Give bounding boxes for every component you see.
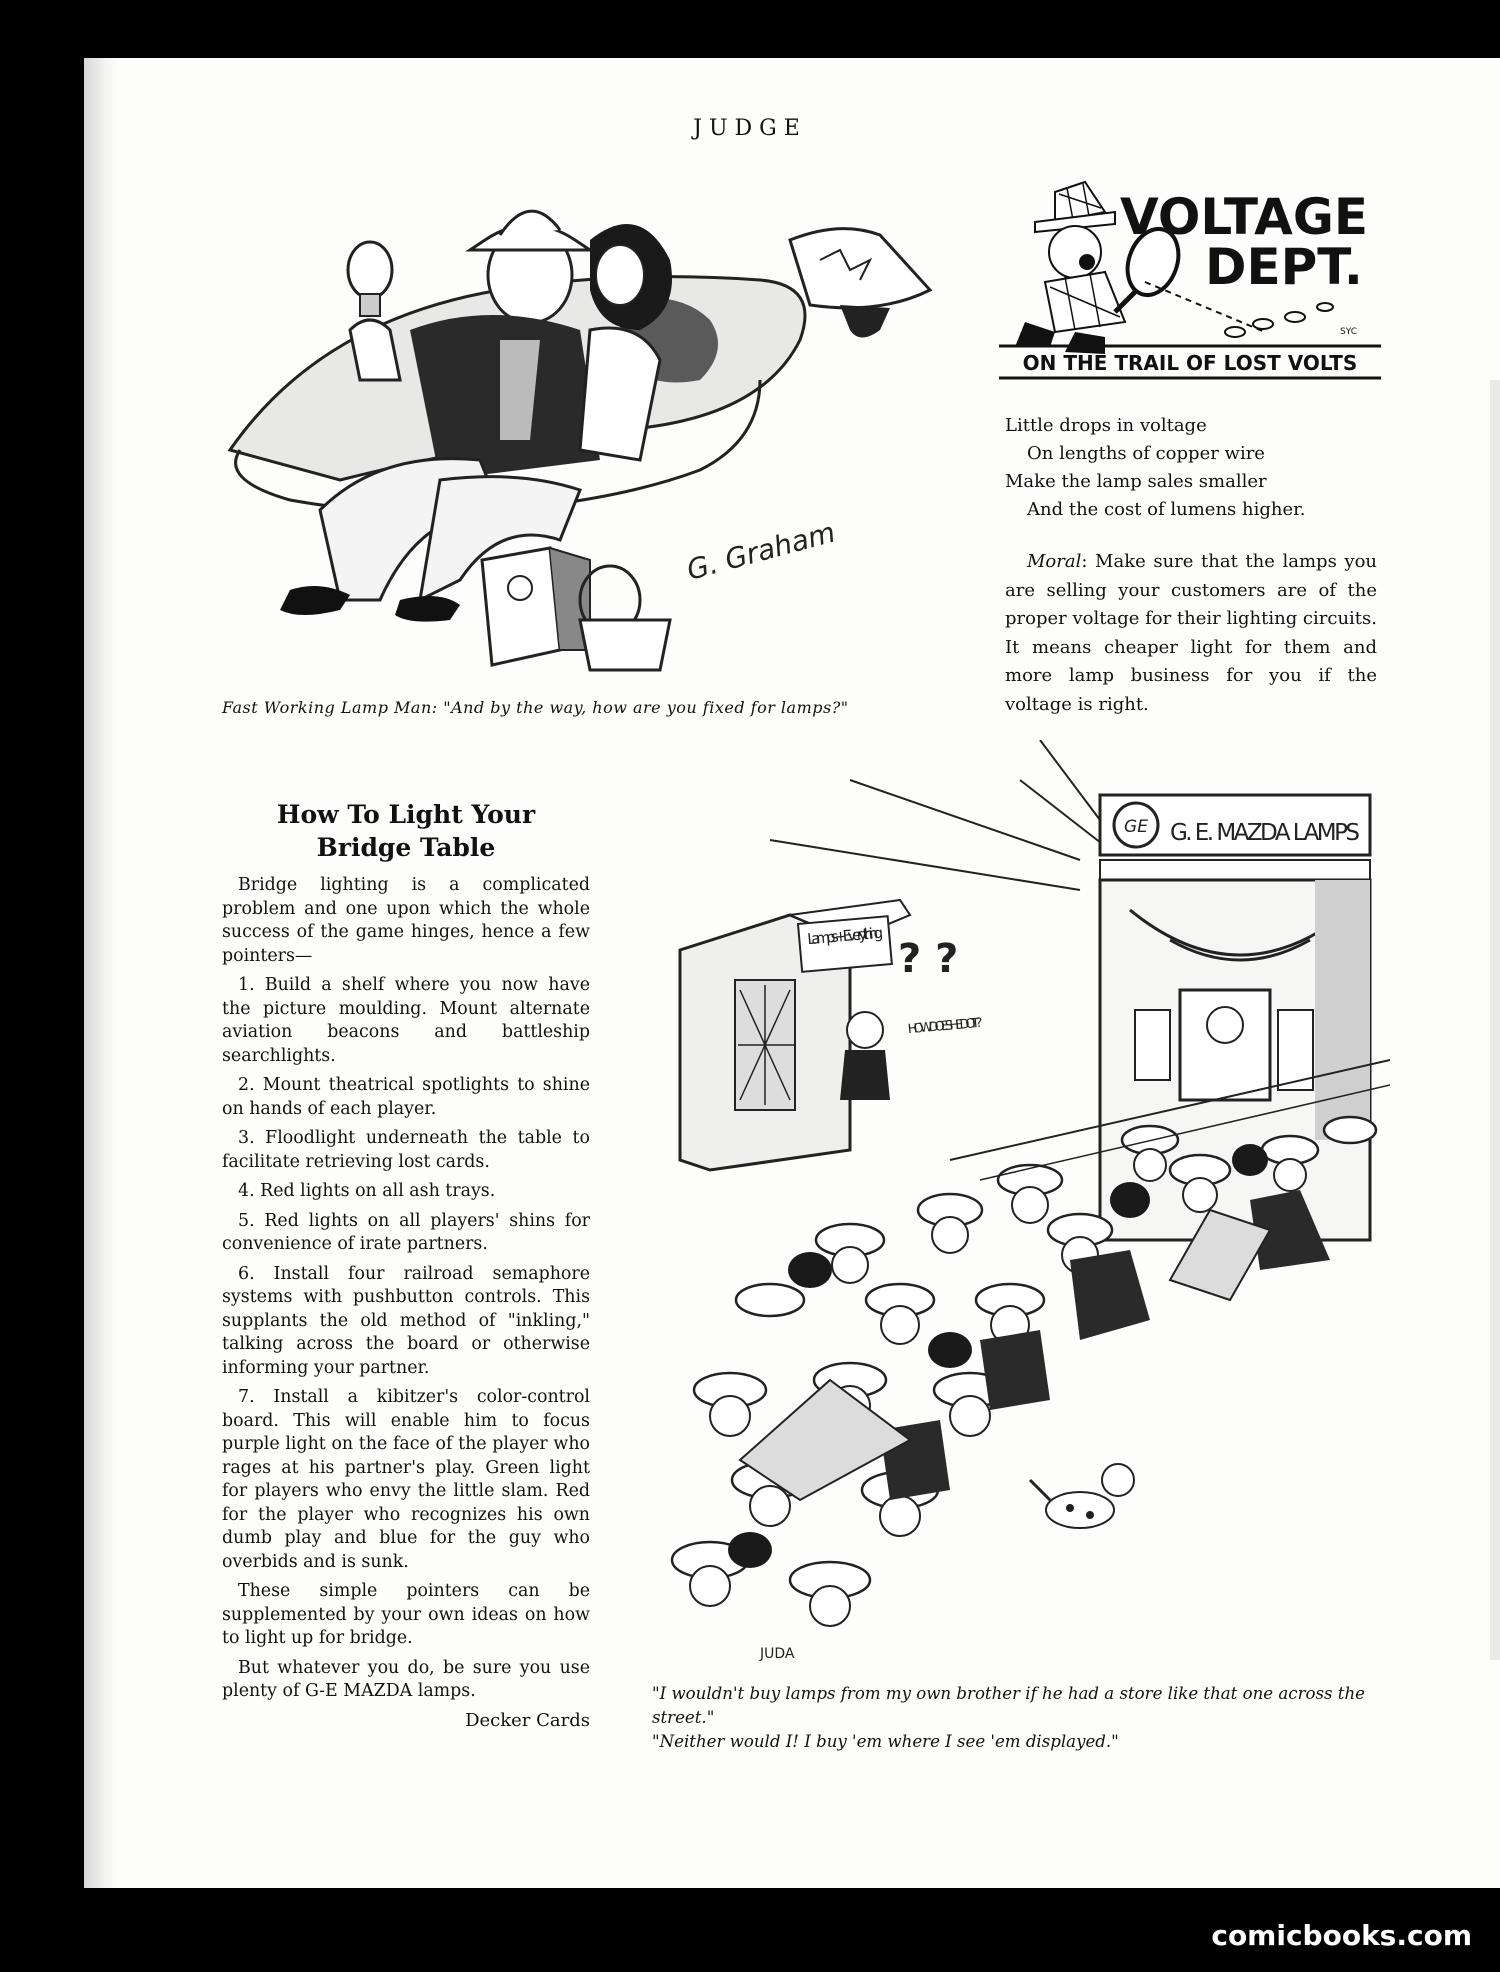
ge-monogram: GE: [1124, 817, 1148, 837]
moral-label: Moral: [1027, 551, 1082, 572]
article-item-5: 5. Red lights on all players' shins for convenience of irate partners.: [222, 1210, 590, 1254]
cartoon2-caption-line1: "I wouldn't buy lamps from my own brother if he had a store like that one across the street.": [652, 1684, 1365, 1727]
masthead: JUDGE: [693, 116, 807, 141]
article-item-2: 2. Mount theatrical spotlights to shine on hands of each player.: [222, 1075, 590, 1119]
moral-text: : Make sure that the lamps you are selling your customers are of the proper voltage for their lighting circuits. It means cheaper light for them and more lamp business for you if the voltage is right.: [1005, 551, 1377, 715]
cartoon1-caption: Fast Working Lamp Man: "And by the way, how are you fixed for lamps?": [222, 698, 849, 717]
article-item-6: 6. Install four railroad semaphore systems with pushbutton controls. This supplants the old method of "inkling," talking across the board or otherwise informing your partner.: [222, 1263, 590, 1378]
article-item-4: 4. Red lights on all ash trays.: [238, 1181, 496, 1201]
poem-line-2: On lengths of copper wire: [1027, 443, 1265, 464]
article-intro: Bridge lighting is a complicated problem and one upon which the whole success of the game hinges, hence a few pointers—: [222, 875, 590, 966]
article-title: How To Light Your Bridge Table: [276, 800, 536, 862]
lamp-man-cartoon: [200, 180, 960, 690]
article-signature: Decker Cards: [465, 1709, 590, 1731]
poem-line-1: Little drops in voltage: [1005, 415, 1207, 436]
article-item-1: 1. Build a shelf where you now have the picture moulding. Mount alternate aviation beacons and battleship searchlights.: [222, 975, 590, 1066]
thought-text: HOW DOES HE DO IT?: [907, 1015, 984, 1038]
question-marks: ? ?: [898, 936, 959, 982]
page-right-edge: [1490, 380, 1500, 1660]
article-item-3: 3. Floodlight underneath the table to facilitate retrieving lost cards.: [222, 1128, 590, 1172]
voltage-moral: [1005, 548, 1377, 719]
article-closing-1: These simple pointers can be supplemented by your own ideas on how to light up for bridge.: [222, 1581, 590, 1648]
poem-line-3: Make the lamp sales smaller: [1005, 471, 1267, 492]
voltage-title-line1: VOLTAGE: [1120, 188, 1369, 246]
voltage-artist: SYC: [1340, 327, 1358, 337]
page-binding-edge: [84, 58, 118, 1888]
article-item-7: 7. Install a kibitzer's color-control board. This will enable him to focus purple light on the face of the player who rages at his partner's play. Green light for players who envy the little slam. Red for the player who recognizes his own dumb play and blue for the guy who overbids and is sunk.: [222, 1387, 590, 1572]
article-closing-2: But whatever you do, be sure you use plenty of G-E MAZDA lamps.: [222, 1657, 590, 1701]
cartoon2-caption: [652, 1682, 1396, 1754]
voltage-banner: ON THE TRAIL OF LOST VOLTS: [1022, 351, 1358, 375]
bridge-article: [222, 798, 590, 1731]
cartoon2-caption-line2: "Neither would I! I buy 'em where I see 'em displayed.": [652, 1732, 1119, 1751]
shabby-store-sign: Lamps + Everything: [806, 923, 884, 949]
store-sign: G. E. MAZDA LAMPS: [1170, 820, 1360, 846]
watermark-logo: comicbooks.com: [1211, 1919, 1472, 1952]
voltage-dept-logo: [995, 172, 1385, 382]
cartoon1-signature: G. Graham: [683, 515, 839, 587]
voltage-poem: [1005, 412, 1385, 524]
crowd-store-cartoon: [650, 740, 1390, 1670]
poem-line-4: And the cost of lumens higher.: [1027, 499, 1306, 520]
cartoon2-artist: JUDA: [760, 1646, 795, 1662]
voltage-title-line2: DEPT.: [1205, 238, 1363, 296]
